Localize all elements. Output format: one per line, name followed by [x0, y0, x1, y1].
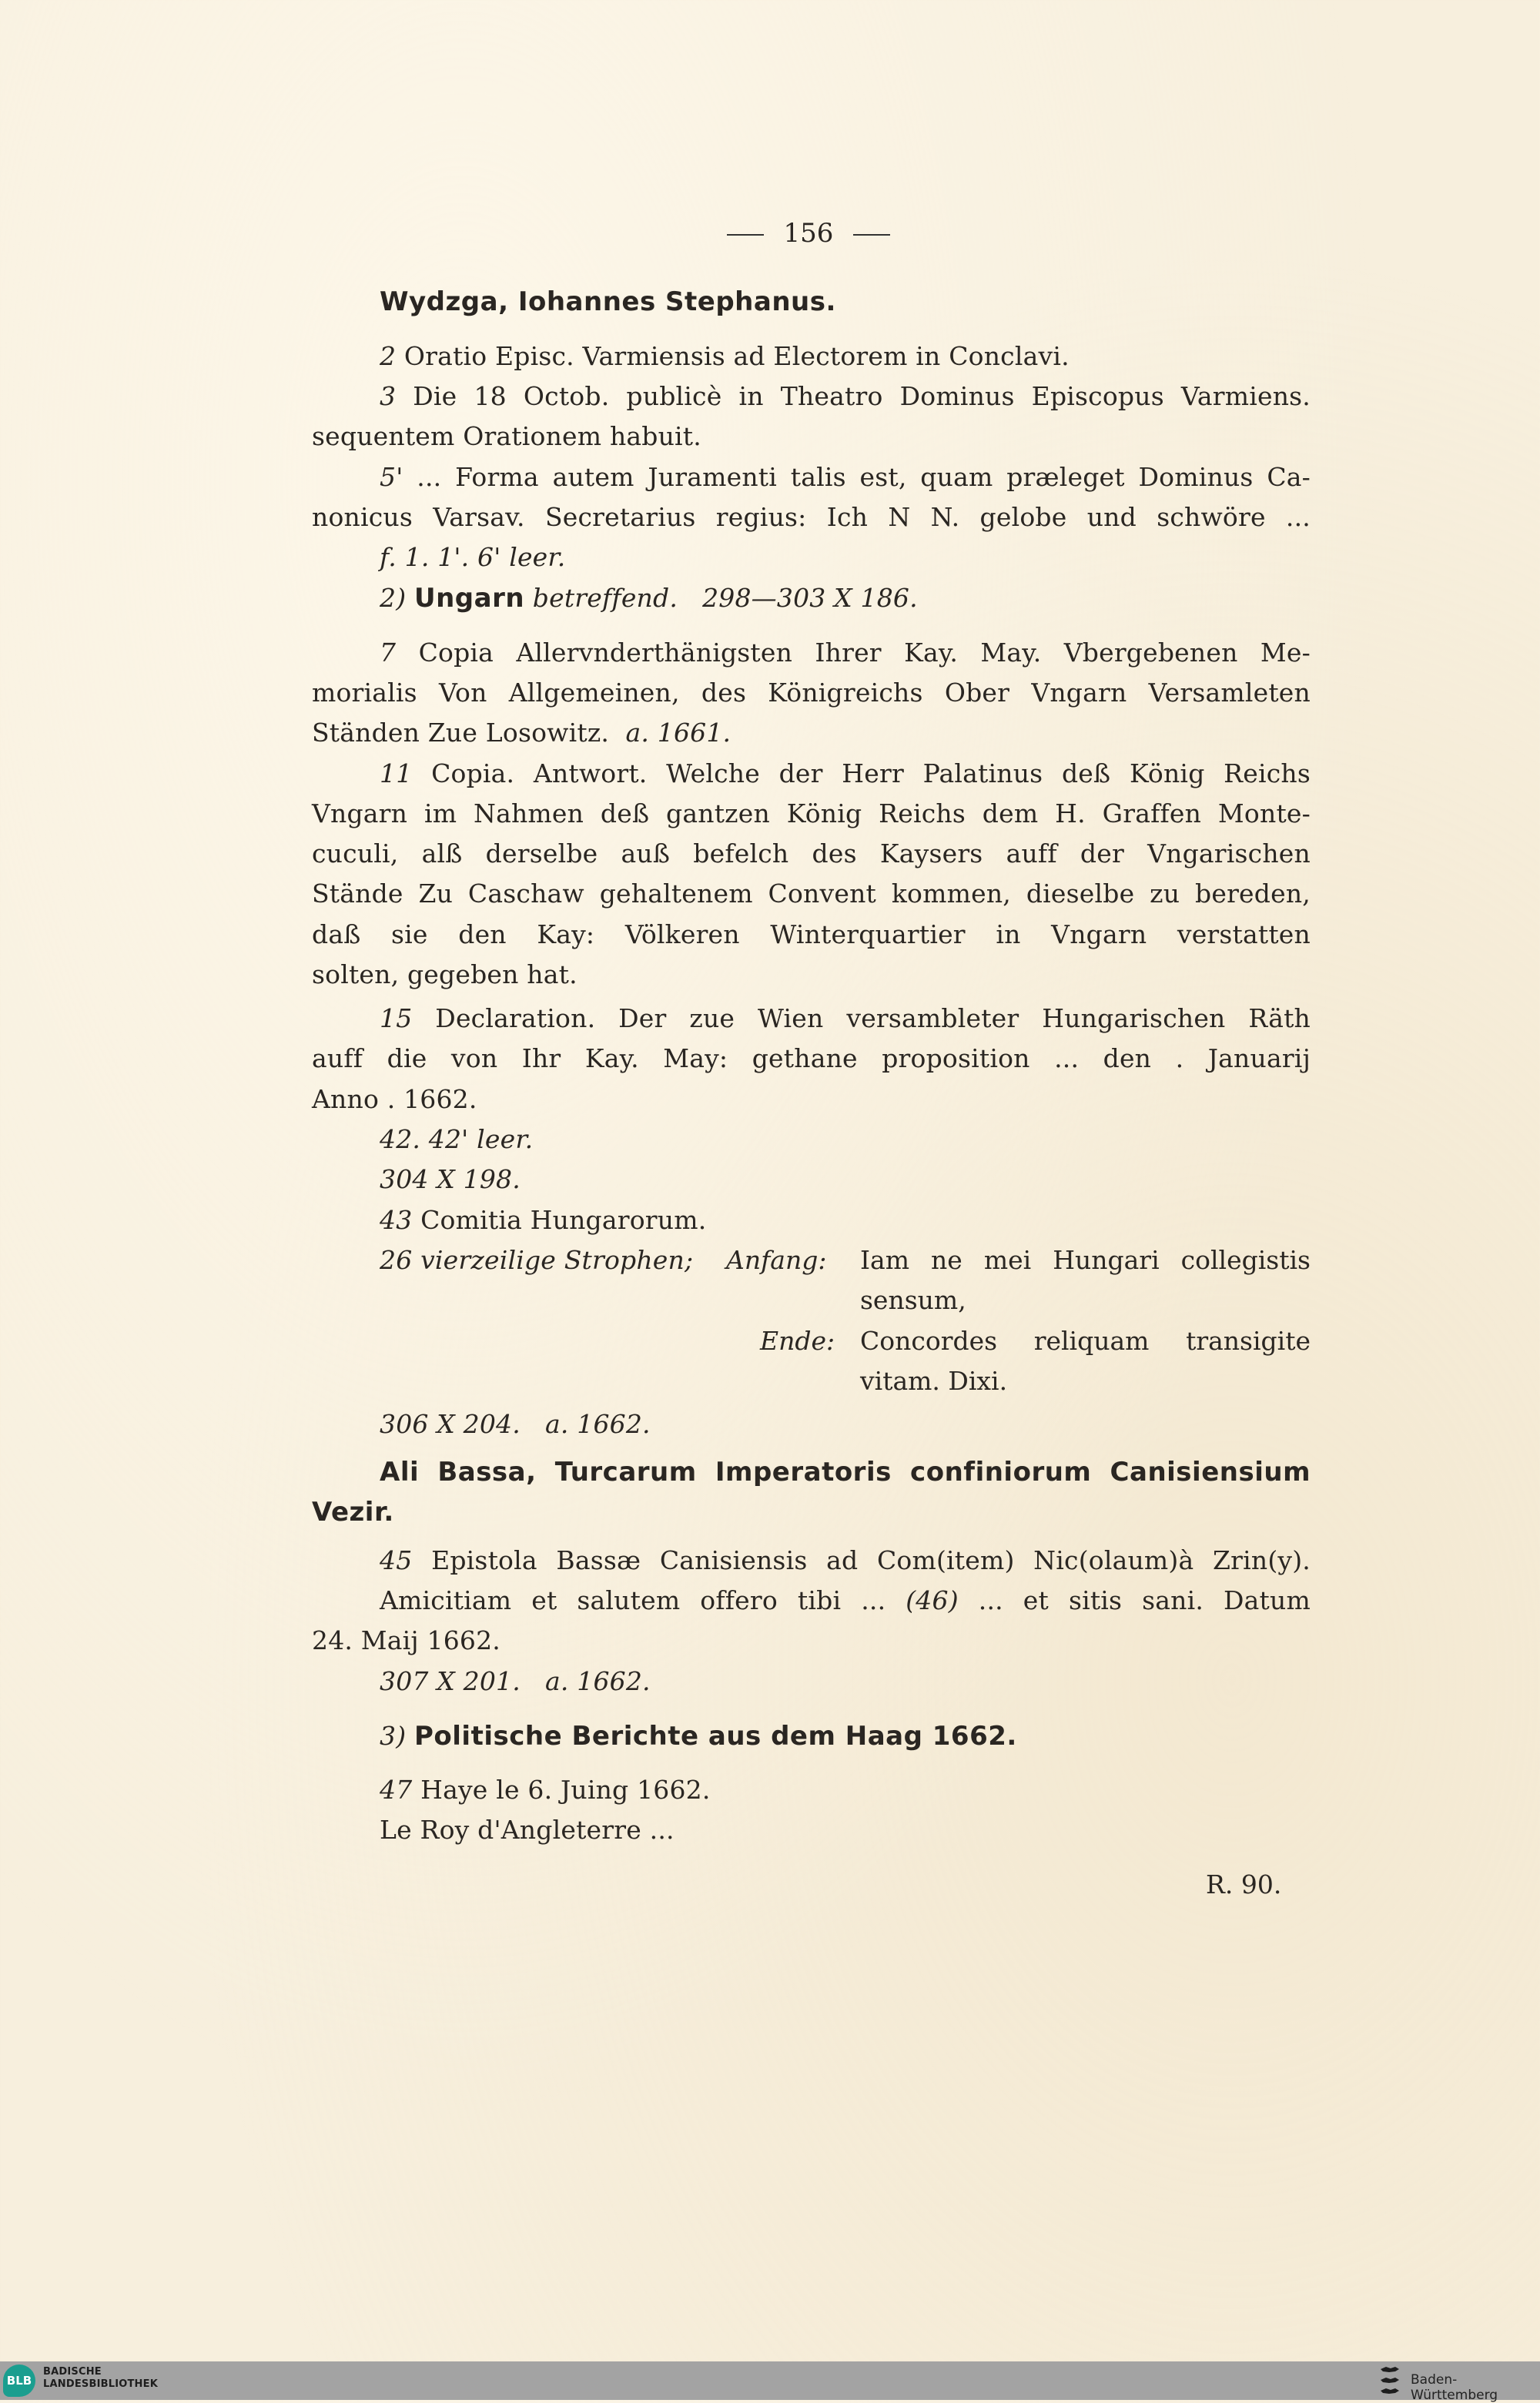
page-number [0, 218, 1540, 249]
entry-43-dims [380, 1409, 1311, 1440]
entry-42-dims: 304 X 198. [380, 1164, 521, 1194]
library-name[interactable] [43, 2366, 158, 2391]
entry-text: Copia Allervnderthänigsten Ihrer Kay. May. Vbergebenen Me- [418, 638, 1311, 668]
entry-text: ... Forma autem Juramenti talis est, quam præleget Dominus Ca- [417, 462, 1311, 492]
anfang-label: Anfang: [726, 1245, 827, 1275]
folio-number: 43 [380, 1205, 413, 1235]
entry-text: Die 18 Octob. publicè in Theatro Dominus Episcopus Varmiens. [413, 381, 1311, 411]
entry-11-line3: cuculi, alß derselbe auß befelch des Kaysers auff der Vngarischen [312, 838, 1311, 868]
dims: 307 X 201. [380, 1666, 521, 1696]
section-number: 3) [380, 1721, 407, 1751]
entry-15-line3: Anno . 1662. [312, 1084, 477, 1114]
dims: 306 X 204. [380, 1409, 521, 1439]
entry-45-line1 [380, 1545, 1311, 1576]
folio-number: 45 [380, 1545, 413, 1575]
section-heading-ungarn [380, 583, 1311, 614]
entry-3-line1 [380, 381, 1311, 412]
page-number-text: 156 [783, 218, 834, 249]
entry-5-line1 [380, 462, 1311, 493]
section-title: Politische Berichte aus dem Haag 1662. [413, 1721, 1017, 1752]
section-heading-haag [380, 1721, 1311, 1752]
section-number: 2) [380, 583, 407, 613]
dash-right [853, 234, 890, 236]
entry-5-line2: nonicus Varsav. Secretarius regius: Ich N N. gelobe und schwöre ... [312, 502, 1311, 532]
entry-42-note: 42. 42' leer. [380, 1124, 534, 1154]
section-heading-ali-bassa: Ali Bassa, Turcarum Imperatoris confiniorum Canisiensium [380, 1457, 1311, 1488]
coat-of-arms-lions-icon [1378, 2365, 1401, 2397]
entry-43 [380, 1205, 1311, 1236]
entry-11-line2: Vngarn im Nahmen deß gantzen König Reichs dem H. Graffen Monte- [312, 798, 1311, 828]
blb-logo-icon[interactable]: BLB [3, 2365, 35, 2397]
folio-number: 47 [380, 1775, 413, 1805]
folio-number: 11 [380, 758, 413, 788]
entry-11-line4: Stände Zu Caschaw gehaltenem Convent kommen, dieselbe zu bereden, [312, 879, 1311, 909]
entry-15-line1 [380, 1003, 1311, 1034]
entry-5-note: f. 1. 1'. 6' leer. [380, 542, 566, 572]
entry-11-line5: daß sie den Kay: Völkeren Winterquartier in Vngarn verstatten [312, 919, 1311, 949]
entry-43-strophen: 26 vierzeilige Strophen; [380, 1245, 694, 1275]
entry-7-line2: morialis Von Allgemeinen, des Königreichs Ober Vngarn Versamleten [312, 678, 1311, 708]
entry-45-line3: 24. Maij 1662. [312, 1625, 500, 1655]
entry-date: a. 1662. [545, 1409, 651, 1439]
ende-line2: vitam. Dixi. [860, 1366, 1008, 1396]
entry-47-line2: Le Roy d'Angleterre ... [380, 1815, 675, 1845]
section-dims: 298—303 X 186. [702, 583, 918, 613]
entry-date: a. 1661. [625, 718, 732, 748]
state-name[interactable]: Baden-Württemberg [1411, 2372, 1498, 2403]
ende-line1: Concordes reliquam transigite [860, 1326, 1311, 1356]
entry-15-line2: auff die von Ihr Kay. May: gethane proposition ... den . Januarij [312, 1043, 1311, 1073]
anfang-line2: sensum, [860, 1285, 966, 1315]
folio-number: 15 [380, 1003, 413, 1033]
entry-text: ... et sitis sani. Datum [978, 1585, 1311, 1615]
section-title-note: betreffend. [532, 583, 678, 613]
entry-text: Amicitiam et salutem offero tibi ... [380, 1585, 886, 1615]
entry-7-line1 [380, 638, 1311, 668]
entry-text: Epistola Bassæ Canisiensis ad Com(item) Nic(olaum)à Zrin(y). [431, 1545, 1311, 1575]
entry-text: Comitia Hungarorum. [420, 1205, 707, 1235]
entry-11-line6: solten, gegeben hat. [312, 959, 578, 989]
entry-date: a. 1662. [545, 1666, 651, 1696]
folio-number: 3 [380, 381, 397, 411]
entry-text: Ständen Zue Losowitz. [312, 718, 610, 748]
folio-number: 5' [380, 462, 403, 492]
anfang-line1: Iam ne mei Hungari collegistis [860, 1245, 1311, 1275]
entry-text: Declaration. Der zue Wien versambleter Hungarischen Räth [435, 1003, 1311, 1033]
ende-label: Ende: [760, 1326, 835, 1356]
section-heading-wydzga: Wydzga, Iohannes Stephanus. [380, 286, 836, 317]
library-name-line1: BADISCHE [43, 2366, 102, 2378]
folio-ref: (46) [906, 1585, 959, 1615]
folio-number: 2 [380, 341, 397, 371]
entry-3-line2: sequentem Orationem habuit. [312, 421, 701, 451]
entry-45-dims [380, 1666, 1311, 1697]
entry-text: Haye le 6. Juing 1662. [420, 1775, 711, 1805]
entry-45-line2 [380, 1585, 1311, 1616]
folio-number: 7 [380, 638, 397, 668]
footer-bar [0, 2361, 1540, 2403]
section-heading-ali-bassa-line2: Vezir. [312, 1497, 394, 1528]
entry-text: Oratio Episc. Varmiensis ad Electorem in Conclavi. [403, 341, 1070, 371]
library-name-line2: LANDESBIBLIOTHEK [43, 2378, 158, 2390]
dash-left [727, 234, 764, 236]
section-title: Ungarn [413, 583, 525, 614]
entry-2 [380, 341, 1311, 372]
signature-mark: R. 90. [1206, 1869, 1282, 1899]
entry-47-line1 [380, 1775, 1311, 1806]
entry-7-line3 [312, 718, 1311, 748]
entry-text: Copia. Antwort. Welche der Herr Palatinus deß König Reichs [431, 758, 1311, 788]
entry-11-line1 [380, 758, 1311, 789]
